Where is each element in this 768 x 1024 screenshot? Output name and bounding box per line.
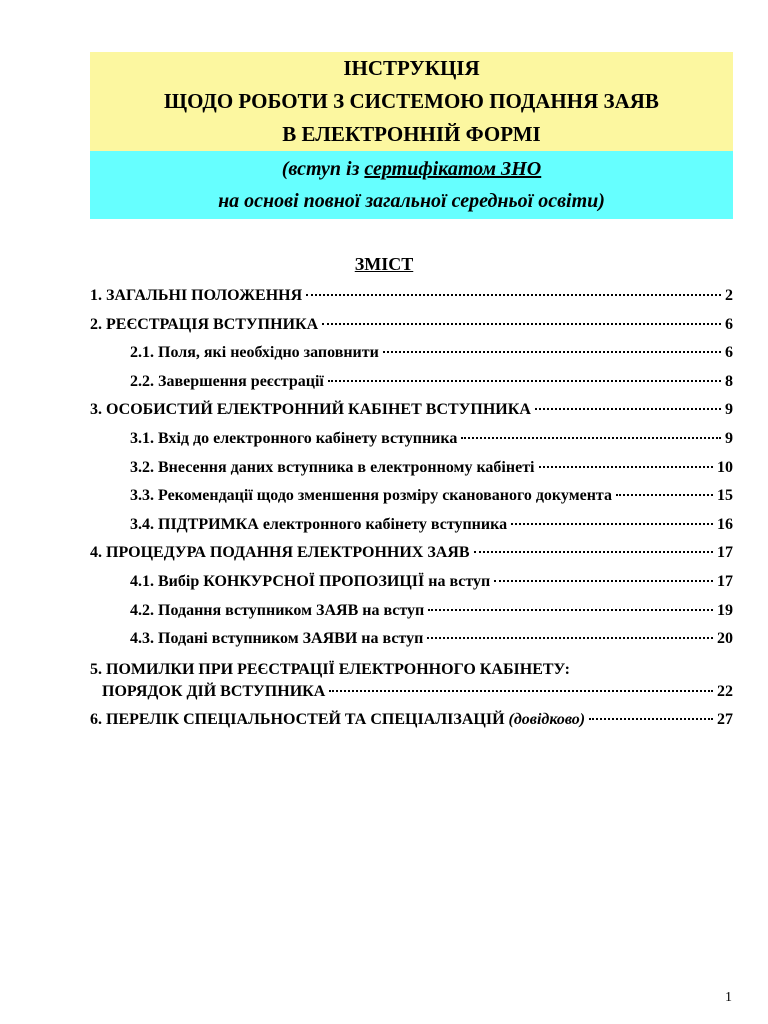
- toc-leader: [535, 408, 721, 410]
- toc-item-page: 8: [725, 372, 733, 390]
- toc-item-note: (довідково): [508, 710, 586, 728]
- toc-item-3-3[interactable]: [90, 487, 733, 516]
- toc-item-text: 5. ПОМИЛКИ ПРИ РЕЄСТРАЦІЇ ЕЛЕКТРОННОГО КАБІНЕТУ:: [90, 660, 570, 678]
- toc-item-text-main: 6. ПЕРЕЛІК СПЕЦІАЛЬНОСТЕЙ ТА СПЕЦІАЛІЗАЦІЙ: [90, 710, 509, 728]
- toc-leader: [329, 690, 713, 692]
- toc-item-text: 4.2. Подання вступником ЗАЯВ на вступ: [130, 601, 425, 619]
- toc-item-text: 3.2. Внесення даних вступника в електронному кабінеті: [130, 458, 535, 476]
- toc-leader: [461, 437, 721, 439]
- toc-item-page: 20: [717, 630, 733, 648]
- toc-item-page: 22: [717, 682, 733, 700]
- toc-item-text: 4.3. Подані вступником ЗАЯВИ на вступ: [130, 630, 424, 648]
- subtitle-line-1: [90, 153, 733, 185]
- toc-item-page: 6: [725, 315, 733, 333]
- toc-item-page: 19: [717, 601, 733, 619]
- toc-leader: [428, 609, 713, 611]
- toc-item-text: 2.1. Поля, які необхідно заповнити: [130, 344, 379, 362]
- toc-leader: [383, 351, 721, 353]
- toc-item-2-2[interactable]: [90, 373, 733, 402]
- toc-item-text-line-2: ПОРЯДОК ДІЙ ВСТУПНИКА: [102, 682, 326, 700]
- toc-leader: [322, 323, 721, 325]
- subtitle-line-2: на основі повної загальної середньої освіти): [218, 190, 605, 212]
- title-line-3: В ЕЛЕКТРОННІЙ ФОРМІ: [282, 122, 541, 146]
- toc-item-2[interactable]: [90, 316, 733, 345]
- toc-leader: [328, 380, 721, 382]
- toc-item-4-3[interactable]: [90, 630, 733, 659]
- toc-item-page: 17: [717, 572, 733, 590]
- title-line-2: ЩОДО РОБОТИ З СИСТЕМОЮ ПОДАННЯ ЗАЯВ: [164, 89, 659, 113]
- toc-item-page: 15: [717, 487, 733, 505]
- toc-item-page: 27: [717, 710, 733, 728]
- subtitle-block: [90, 151, 733, 219]
- toc-item-text: 3.4. ПІДТРИМКА електронного кабінету вступника: [130, 515, 508, 533]
- subtitle-part: (вступ із: [281, 158, 365, 180]
- title-line-1: ІНСТРУКЦІЯ: [343, 56, 480, 80]
- toc-item-text: 2. РЕЄСТРАЦІЯ ВСТУПНИКА: [90, 315, 319, 333]
- toc-item-text: 1. ЗАГАЛЬНІ ПОЛОЖЕННЯ: [90, 287, 303, 304]
- toc-item-page: 9: [725, 401, 733, 419]
- toc-item-1[interactable]: [90, 287, 733, 316]
- toc-leader: [306, 294, 721, 296]
- toc-item-4-1[interactable]: [90, 573, 733, 602]
- toc-item-2-1[interactable]: [90, 344, 733, 373]
- toc-item-text: 3.1. Вхід до електронного кабінету вступника: [130, 429, 458, 447]
- toc-leader: [474, 551, 713, 553]
- toc-leader: [494, 580, 713, 582]
- toc-item-text: 3.3. Рекомендації щодо зменшення розміру сканованого документа: [130, 487, 612, 505]
- toc-item-page: 17: [717, 544, 733, 562]
- table-of-contents: [90, 287, 733, 739]
- toc-item-text: 2.2. Завершення реєстрації: [130, 372, 324, 390]
- toc-item-3-2[interactable]: [90, 459, 733, 488]
- toc-leader: [539, 466, 714, 468]
- toc-item-text: [90, 711, 585, 729]
- toc-item-6[interactable]: [90, 711, 733, 740]
- title-block: [90, 52, 733, 151]
- toc-heading: ЗМІСТ: [354, 254, 414, 274]
- toc-item-3-4[interactable]: [90, 516, 733, 545]
- toc-item-page: 6: [725, 344, 733, 362]
- toc-item-text: 3. ОСОБИСТИЙ ЕЛЕКТРОННИЙ КАБІНЕТ ВСТУПНИКА: [90, 401, 531, 419]
- toc-item-page: 16: [717, 515, 733, 533]
- toc-item-4-2[interactable]: [90, 602, 733, 631]
- toc-item-text: 4. ПРОЦЕДУРА ПОДАННЯ ЕЛЕКТРОННИХ ЗАЯВ: [90, 544, 470, 562]
- toc-item-3[interactable]: [90, 401, 733, 430]
- subtitle-underlined: сертифікатом ЗНО: [364, 158, 542, 180]
- toc-item-page: 2: [725, 287, 733, 304]
- toc-item-page: 10: [717, 458, 733, 476]
- toc-leader: [616, 494, 713, 496]
- page-number: 1: [725, 990, 732, 1005]
- toc-item-5[interactable]: [90, 659, 733, 709]
- toc-item-page: 9: [725, 429, 733, 447]
- toc-item-5-continuation: [90, 683, 733, 707]
- toc-leader: [589, 718, 713, 720]
- toc-leader: [511, 523, 713, 525]
- toc-leader: [427, 637, 713, 639]
- toc-item-4[interactable]: [90, 544, 733, 573]
- toc-item-3-1[interactable]: [90, 430, 733, 459]
- toc-item-text: 4.1. Вибір КОНКУРСНОЇ ПРОПОЗИЦІЇ на вступ: [130, 572, 491, 590]
